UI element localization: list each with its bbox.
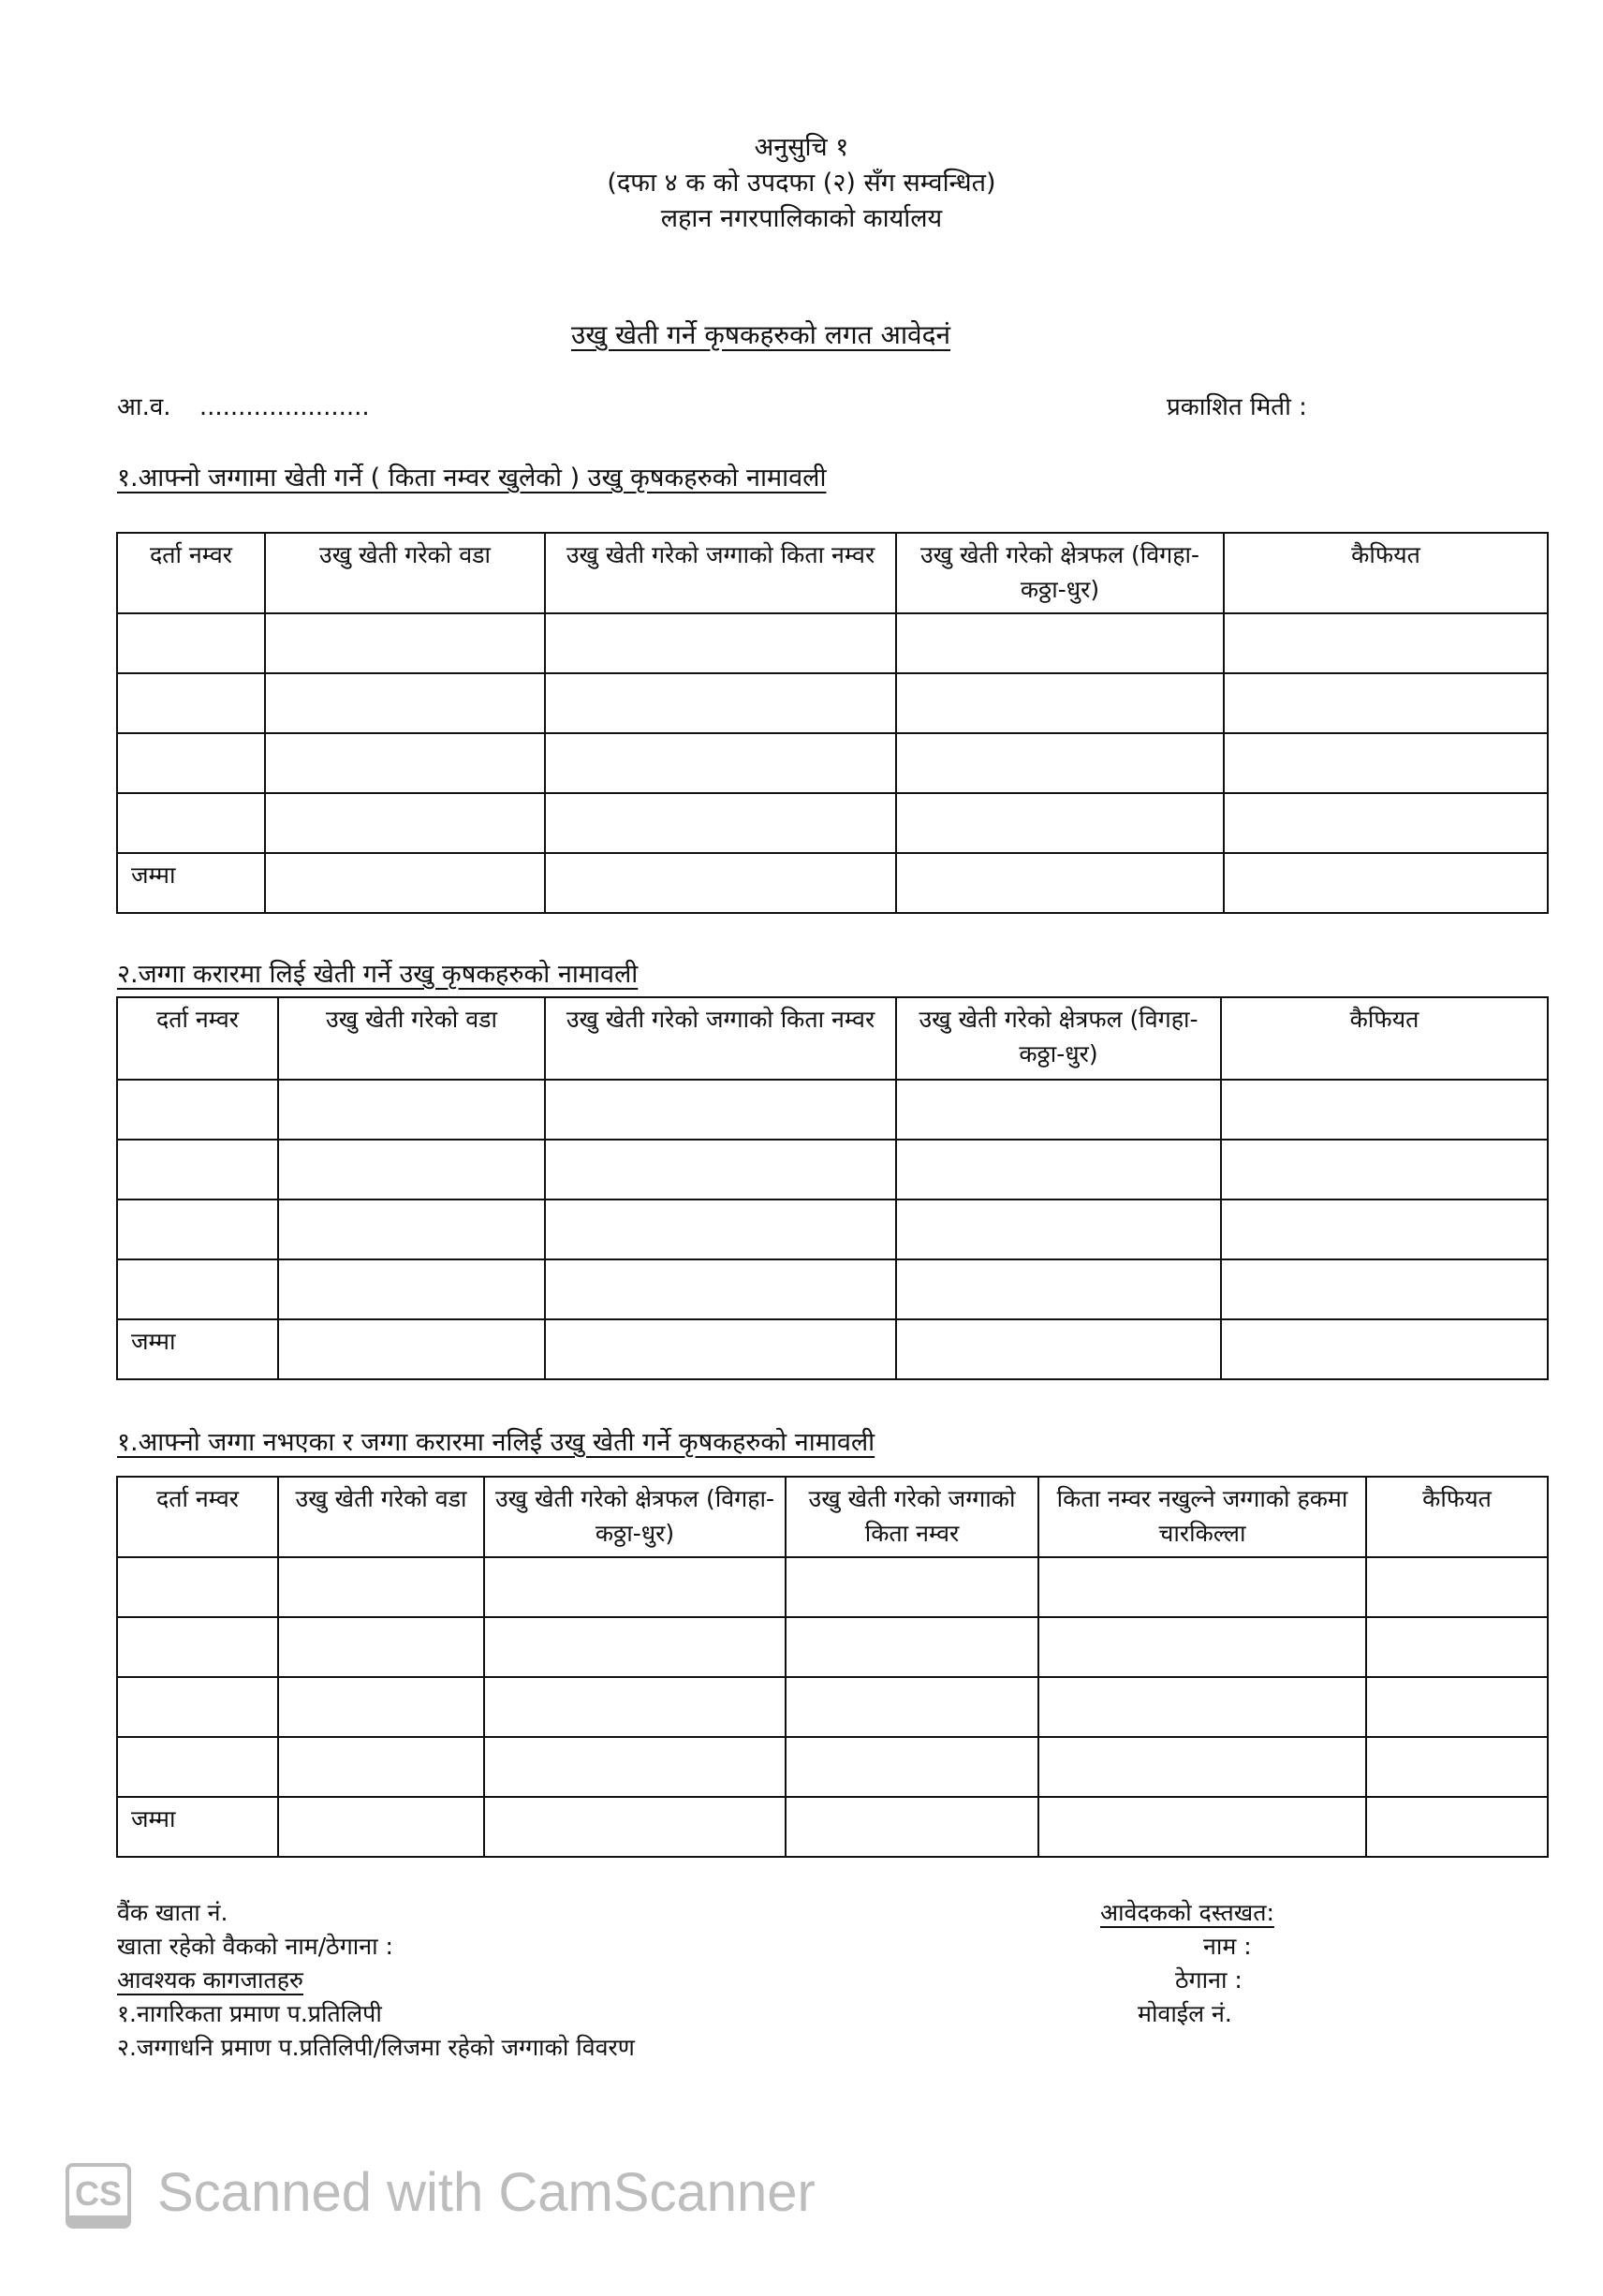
camscanner-watermark-text: Scanned with CamScanner <box>157 2162 816 2223</box>
total-row[interactable] <box>117 1319 1548 1379</box>
table-cell[interactable] <box>265 613 545 673</box>
section1-table <box>116 532 1549 914</box>
table-cell[interactable] <box>1038 1617 1366 1677</box>
table-cell[interactable] <box>265 733 545 793</box>
table-cell[interactable] <box>786 1797 1038 1857</box>
table-cell[interactable] <box>484 1617 786 1677</box>
table-cell[interactable] <box>117 613 265 673</box>
column-header: कैफियत <box>1221 997 1548 1080</box>
table-row[interactable] <box>117 1259 1548 1319</box>
table-cell[interactable] <box>1224 733 1548 793</box>
camscanner-logo: CS <box>66 2163 131 2229</box>
table-cell[interactable] <box>545 613 896 673</box>
column-header: उखु खेती गरेको वडा <box>278 1477 484 1557</box>
table-cell[interactable] <box>278 1200 545 1259</box>
applicant-address-label: ठेगाना : <box>1175 1966 1243 1994</box>
required-docs-heading: आवश्यक कागजातहरु <box>117 1966 303 1994</box>
reference-line: (दफा ४ क को उपदफा (२) सँग सम्वन्धित) <box>607 169 996 198</box>
column-header: उखु खेती गरेको क्षेत्रफल (विगहा-कठ्ठा-धुर) <box>896 997 1221 1080</box>
table-row[interactable] <box>117 613 1548 673</box>
table-cell[interactable] <box>896 733 1224 793</box>
table-row[interactable] <box>117 1200 1548 1259</box>
table-cell[interactable] <box>1038 1557 1366 1617</box>
bank-account-label: वैंक खाता नं. <box>117 1899 228 1926</box>
table-cell[interactable] <box>545 1259 896 1319</box>
table-row[interactable] <box>117 1737 1548 1797</box>
table-cell[interactable] <box>1366 1797 1548 1857</box>
required-doc-item: १.नागरिकता प्रमाण प.प्रतिलिपी <box>117 2000 382 2027</box>
signature-heading: आवेदकको दस्तखत: <box>1100 1899 1274 1926</box>
table-cell[interactable] <box>278 1080 545 1140</box>
table-cell[interactable] <box>896 613 1224 673</box>
table-cell[interactable] <box>117 1617 278 1677</box>
table-cell[interactable] <box>545 1319 896 1379</box>
table-cell[interactable] <box>1366 1617 1548 1677</box>
table-row[interactable] <box>117 1140 1548 1200</box>
fiscal-year-label: आ.व. <box>117 393 171 421</box>
column-header: उखु खेती गरेको जग्गाको किता नम्वर <box>545 533 896 613</box>
required-doc-item: २.जग्गाधनि प्रमाण प.प्रतिलिपी/लिजमा रहेको जग्गाको विवरण <box>117 2034 635 2061</box>
table-cell[interactable] <box>545 793 896 853</box>
table-row[interactable] <box>117 673 1548 733</box>
section3-table <box>116 1476 1549 1858</box>
table-cell[interactable] <box>1224 793 1548 853</box>
table-cell[interactable] <box>278 1617 484 1677</box>
applicant-name-label: नाम : <box>1203 1933 1252 1960</box>
table-cell[interactable] <box>896 673 1224 733</box>
column-header: दर्ता नम्वर <box>117 1477 278 1557</box>
table-cell[interactable] <box>484 1677 786 1737</box>
table-cell[interactable] <box>117 1557 278 1617</box>
column-header: किता नम्वर नखुल्ने जग्गाको हकमा चारकिल्ला <box>1038 1477 1366 1557</box>
table-cell[interactable] <box>265 853 545 913</box>
column-header: दर्ता नम्वर <box>117 533 265 613</box>
table-cell[interactable] <box>545 1200 896 1259</box>
table-row[interactable] <box>117 1557 1548 1617</box>
table-cell[interactable] <box>117 1200 278 1259</box>
table-cell[interactable] <box>1366 1677 1548 1737</box>
table-cell[interactable] <box>896 793 1224 853</box>
column-header: कैफियत <box>1366 1477 1548 1557</box>
total-label: जम्मा <box>117 1319 278 1379</box>
table-cell[interactable] <box>484 1797 786 1857</box>
table-header-row <box>117 1477 1548 1557</box>
table-cell[interactable] <box>896 1140 1221 1200</box>
column-header: उखु खेती गरेको जग्गाको किता नम्वर <box>545 997 896 1080</box>
table-cell[interactable] <box>545 733 896 793</box>
applicant-mobile-label: मोवाईल नं. <box>1138 2000 1232 2027</box>
table-cell[interactable] <box>896 1259 1221 1319</box>
fiscal-year-field[interactable]: ...................... <box>199 393 370 421</box>
table-cell[interactable] <box>896 1200 1221 1259</box>
footer-left <box>117 1896 635 2065</box>
table-cell[interactable] <box>117 673 265 733</box>
table-cell[interactable] <box>1366 1737 1548 1797</box>
table-cell[interactable] <box>1224 853 1548 913</box>
table-cell[interactable] <box>117 793 265 853</box>
section2-heading: २.जग्गा करारमा लिई खेती गर्ने उखु कृषकहरुको नामावली <box>117 960 639 989</box>
total-label: जम्मा <box>117 1797 278 1857</box>
table-cell[interactable] <box>1038 1677 1366 1737</box>
table-cell[interactable] <box>265 793 545 853</box>
total-row[interactable] <box>117 1797 1548 1857</box>
table-cell[interactable] <box>278 1259 545 1319</box>
table-cell[interactable] <box>484 1557 786 1617</box>
table-cell[interactable] <box>484 1737 786 1797</box>
table-cell[interactable] <box>117 1140 278 1200</box>
table-cell[interactable] <box>1038 1797 1366 1857</box>
section1-heading: १.आफ्नो जग्गामा खेती गर्ने ( किता नम्वर खुलेको ) उखु कृषकहरुको नामावली <box>117 464 827 493</box>
table-cell[interactable] <box>896 853 1224 913</box>
table-cell[interactable] <box>1221 1200 1548 1259</box>
table-cell[interactable] <box>545 1080 896 1140</box>
column-header: उखु खेती गरेको जग्गाको किता नम्वर <box>786 1477 1038 1557</box>
table-cell[interactable] <box>1221 1080 1548 1140</box>
table-cell[interactable] <box>117 733 265 793</box>
table-cell[interactable] <box>1221 1140 1548 1200</box>
table-header-row <box>117 533 1548 613</box>
table-row[interactable] <box>117 793 1548 853</box>
column-header: कैफियत <box>1224 533 1548 613</box>
table-cell[interactable] <box>1224 613 1548 673</box>
document-title: उखु खेती गर्ने कृषकहरुको लगत आवेदनं <box>571 319 951 350</box>
column-header: उखु खेती गरेको वडा <box>265 533 545 613</box>
total-row[interactable] <box>117 853 1548 913</box>
table-cell[interactable] <box>117 1080 278 1140</box>
fiscal-year <box>117 389 370 422</box>
table-cell[interactable] <box>278 1140 545 1200</box>
table-cell[interactable] <box>278 1737 484 1797</box>
column-header: दर्ता नम्वर <box>117 997 278 1080</box>
bank-name-address-label: खाता रहेको वैकको नाम/ठेगाना : <box>117 1933 393 1960</box>
table-cell[interactable] <box>896 1080 1221 1140</box>
section2-table <box>116 996 1549 1380</box>
table-cell[interactable] <box>117 1737 278 1797</box>
section3-heading: १.आफ्नो जग्गा नभएका र जग्गा करारमा नलिई उखु खेती गर्ने कृषकहरुको नामावली <box>117 1428 875 1457</box>
table-row[interactable] <box>117 1080 1548 1140</box>
table-cell[interactable] <box>786 1737 1038 1797</box>
table-row[interactable] <box>117 1617 1548 1677</box>
published-date-label: प्रकाशित मिती : <box>1167 393 1307 421</box>
table-cell[interactable] <box>545 673 896 733</box>
column-header: उखु खेती गरेको क्षेत्रफल (विगहा-कठ्ठा-धुर) <box>484 1477 786 1557</box>
column-header: उखु खेती गरेको क्षेत्रफल (विगहा-कठ्ठा-धुर) <box>896 533 1224 613</box>
table-row[interactable] <box>117 1677 1548 1737</box>
table-cell[interactable] <box>786 1557 1038 1617</box>
office-name: लहान नगरपालिकाको कार्यालय <box>660 204 943 233</box>
table-cell[interactable] <box>896 1319 1221 1379</box>
table-cell[interactable] <box>278 1319 545 1379</box>
table-cell[interactable] <box>786 1617 1038 1677</box>
table-cell[interactable] <box>278 1557 484 1617</box>
table-cell[interactable] <box>1221 1259 1548 1319</box>
table-cell[interactable] <box>1224 673 1548 733</box>
table-cell[interactable] <box>786 1677 1038 1737</box>
table-row[interactable] <box>117 733 1548 793</box>
table-cell[interactable] <box>545 1140 896 1200</box>
table-cell[interactable] <box>1366 1557 1548 1617</box>
total-label: जम्मा <box>117 853 265 913</box>
table-cell[interactable] <box>545 853 896 913</box>
table-cell[interactable] <box>1221 1319 1548 1379</box>
table-cell[interactable] <box>1038 1737 1366 1797</box>
column-header: उखु खेती गरेको वडा <box>278 997 545 1080</box>
table-cell[interactable] <box>265 673 545 733</box>
table-cell[interactable] <box>117 1677 278 1737</box>
table-cell[interactable] <box>278 1797 484 1857</box>
table-cell[interactable] <box>278 1677 484 1737</box>
schedule-heading: अनुसुचि १ <box>754 133 849 162</box>
table-header-row <box>117 997 1548 1080</box>
table-cell[interactable] <box>117 1259 278 1319</box>
